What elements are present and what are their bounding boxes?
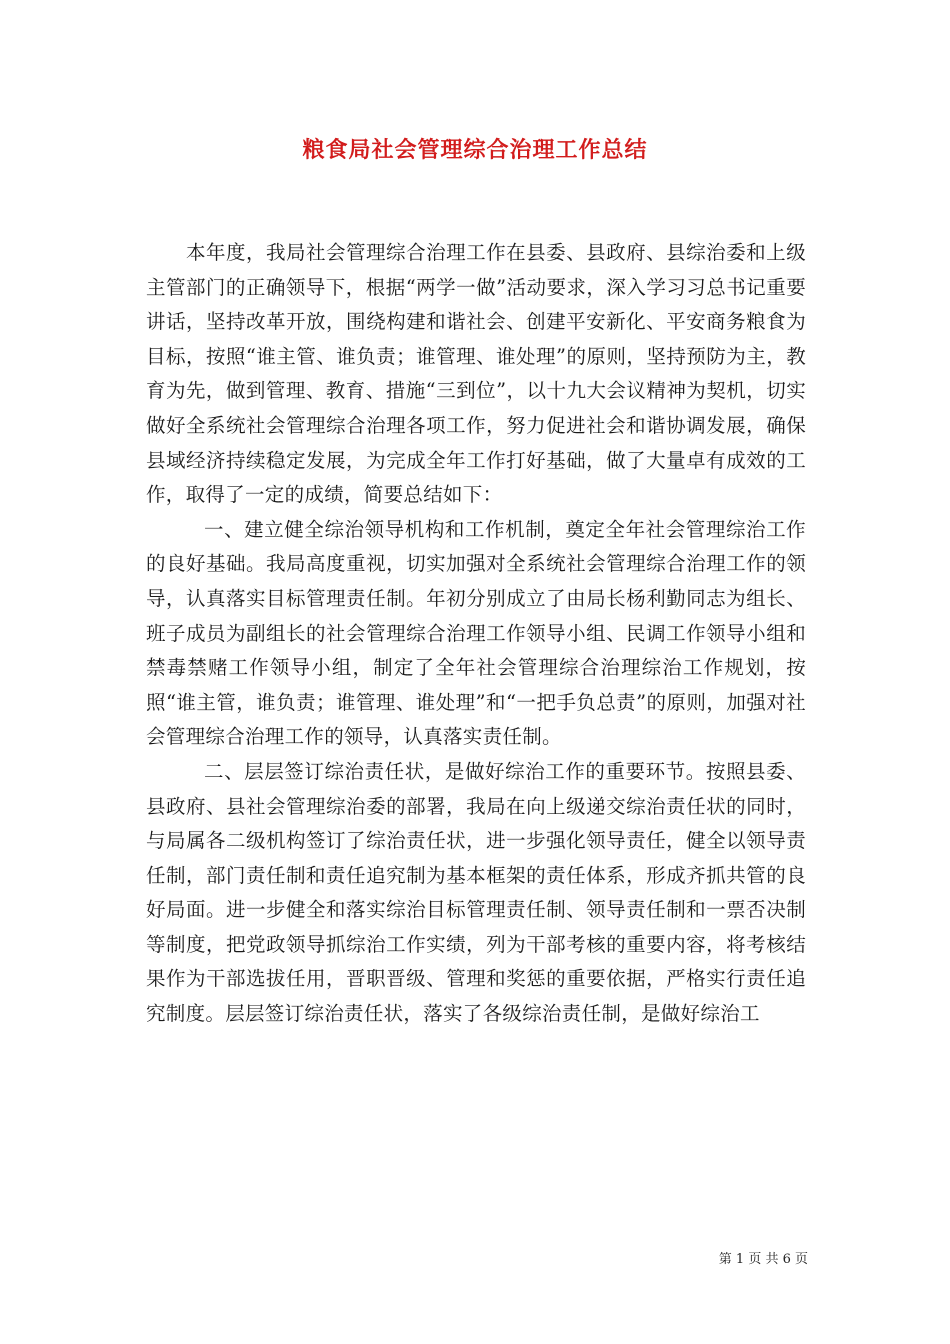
section-two-paragraph: 二、层层签订综治责任状，是做好综治工作的重要环节。按照县委、县政府、县社会管理综治委的部署，我局在向上级递交综治责任状的同时，与局属各二级机构签订了综治责任状，进一步强化领导责任，健全以领导责任制，部门责任制和责任追究制为基本框架的责任体系，形成齐抓共管的良好局面。进一步健全和落实综治目标管理责任制、领导责任制和一票否决制等制度，把党政领导抓综治工作实绩，列为干部考核的重要内容，将考核结果作为干部选拔任用，晋职晋级、管理和奖惩的重要依据，严格实行责任追究制度。层层签订综治责任状，落实了各级综治责任制，是做好综治工 [146,759,806,1026]
page-number-footer: 第 1 页 共 6 页 [718,1252,808,1267]
section-one-paragraph: 一、建立健全综治领导机构和工作机制，奠定全年社会管理综治工作的良好基础。我局高度重视，切实加强对全系统社会管理综合治理工作的领导，认真落实目标管理责任制。年初分别成立了由局长杨利勤同志为组长、班子成员为副组长的社会管理综合治理工作领导小组、民调工作领导小组和禁毒禁赌工作领导小组，制定了全年社会管理综合治理综治工作规划，按照“谁主管，谁负责；谁管理、谁处理”和“一把手负总责”的原则，加强对社会管理综合治理工作的领导，认真落实责任制。 [146,517,806,749]
document-body [146,236,806,1032]
document-title: 粮食局社会管理综合治理工作总结 [302,137,648,163]
intro-paragraph: 本年度，我局社会管理综合治理工作在县委、县政府、县综治委和上级主管部门的正确领导下，根据“两学一做”活动要求，深入学习习总书记重要讲话，坚持改革开放，围绕构建和谐社会、创建平安新化、平安商务粮食为目标，按照“谁主管、谁负责；谁管理、谁处理”的原则，坚持预防为主，教育为先，做到管理、教育、措施“三到位”，以十九大会议精神为契机，切实做好全系统社会管理综合治理各项工作，努力促进社会和谐协调发展，确保县域经济持续稳定发展，为完成全年工作打好基础，做了大量卓有成效的工作，取得了一定的成绩，简要总结如下： [146,241,806,507]
